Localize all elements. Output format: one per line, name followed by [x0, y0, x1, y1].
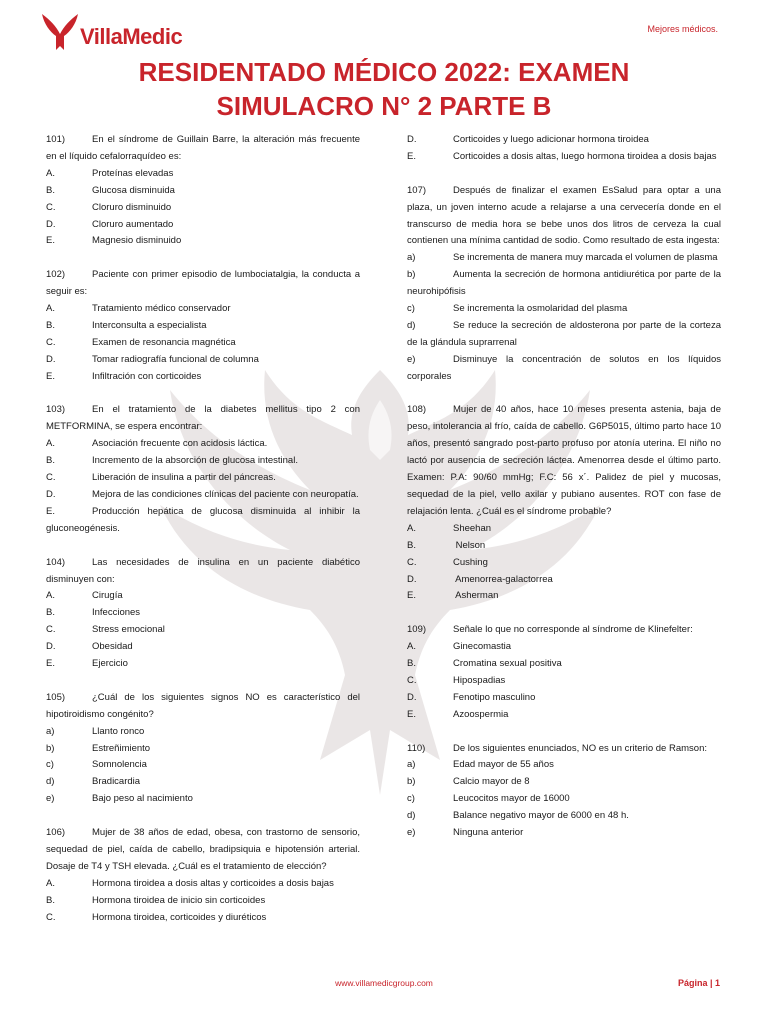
- option-label: B.: [46, 319, 55, 331]
- answer-option[interactable]: [407, 572, 721, 589]
- tagline: Mejores médicos.: [647, 24, 718, 34]
- option-text: Infiltración con corticoides: [92, 370, 202, 382]
- option-label: b): [407, 776, 416, 788]
- question-text: Señale lo que no corresponde al síndrome de Klinefelter:: [453, 624, 693, 636]
- question-number: 101): [46, 134, 66, 145]
- option-label: a): [46, 725, 55, 737]
- question-stem: [46, 555, 360, 589]
- answer-option[interactable]: [46, 183, 360, 200]
- option-label: C.: [46, 911, 56, 923]
- question-stem: [46, 825, 360, 876]
- answer-option[interactable]: [407, 538, 721, 555]
- answer-option[interactable]: [407, 267, 721, 301]
- answer-option[interactable]: [407, 555, 721, 572]
- answer-option[interactable]: [46, 656, 360, 673]
- option-label: A.: [46, 167, 55, 179]
- answer-option[interactable]: [407, 639, 721, 656]
- option-label: B.: [46, 607, 55, 619]
- page-title-line1: RESIDENTADO MÉDICO 2022: EXAMEN: [138, 57, 630, 87]
- question-number: 107): [407, 184, 427, 196]
- option-label: D.: [46, 218, 56, 230]
- option-text: Ejercicio: [92, 658, 128, 670]
- answer-option[interactable]: [46, 605, 360, 622]
- option-text: Glucosa disminuida: [92, 184, 175, 196]
- answer-option[interactable]: [46, 318, 360, 335]
- option-text: Se reduce la secreción de aldosterona por parte de la corteza de la glándula suprarrenal: [407, 319, 721, 348]
- option-text: Ninguna anterior: [453, 827, 524, 839]
- option-text: Magnesio disminuido: [92, 235, 182, 247]
- answer-option[interactable]: [46, 622, 360, 639]
- option-label: A.: [407, 641, 416, 653]
- answer-option[interactable]: [46, 876, 360, 893]
- question-text: Paciente con primer episodio de lumbociatalgia, la conducta a seguir es:: [46, 269, 360, 298]
- option-label: A.: [46, 438, 55, 450]
- option-label: E.: [407, 150, 416, 162]
- option-label: E.: [407, 708, 416, 720]
- question-text: En el síndrome de Guillain Barre, la alteración más frecuente en el líquido cefalorraquídeo es:: [46, 134, 360, 162]
- option-label: a): [407, 759, 416, 771]
- option-text: Corticoides y luego adicionar hormona tiroidea: [453, 134, 649, 145]
- answer-option[interactable]: [46, 757, 360, 774]
- answer-option[interactable]: [407, 757, 721, 774]
- question-block: [407, 622, 721, 723]
- option-label: D.: [46, 489, 56, 500]
- option-label: d): [407, 319, 416, 331]
- option-label: D.: [407, 134, 417, 145]
- option-label: D.: [407, 573, 417, 585]
- answer-option[interactable]: [46, 639, 360, 656]
- question-number: 110): [407, 742, 426, 754]
- answer-option[interactable]: [407, 673, 721, 690]
- option-text: Amenorrea-galactorrea: [453, 573, 553, 585]
- option-text: Cloruro disminuido: [92, 201, 172, 213]
- option-text: Mejora de las condiciones clínicas del paciente con neuropatía.: [92, 489, 359, 500]
- option-text: Liberación de insulina a partir del páncreas.: [92, 472, 276, 484]
- answer-option[interactable]: [407, 521, 721, 538]
- answer-option[interactable]: [407, 707, 721, 724]
- option-text: Se incrementa la osmolaridad del plasma: [453, 303, 628, 315]
- option-text: Balance negativo mayor de 6000 en 48 h.: [453, 810, 629, 822]
- answer-option[interactable]: [46, 233, 360, 250]
- question-stem: [407, 183, 721, 251]
- answer-option[interactable]: [407, 588, 721, 605]
- option-label: e): [407, 827, 416, 839]
- page-number: Página | 1: [677, 978, 720, 988]
- option-text: Hormona tiroidea a dosis altas y corticoides a dosis bajas: [92, 877, 334, 889]
- option-text: Nelson: [453, 539, 486, 551]
- question-stem: [46, 132, 360, 166]
- option-label: E.: [46, 505, 55, 517]
- answer-option[interactable]: [46, 791, 360, 808]
- option-text: Asherman: [453, 590, 499, 602]
- answer-option[interactable]: [46, 200, 360, 217]
- question-stem: [407, 622, 721, 639]
- question-block: [407, 402, 721, 605]
- option-text: Edad mayor de 55 años: [453, 759, 554, 771]
- option-text: Corticoides a dosis altas, luego hormona tiroidea a dosis bajas: [453, 150, 717, 162]
- option-label: b): [46, 742, 55, 754]
- question-text: Mujer de 40 años, hace 10 meses presenta astenia, baja de peso, intolerancia al frío, caída de cabello. G6P5015, último parto hace 10 años, presentó sangrado post-parto profuso por atonía uterina. El niño no lactó por ausencia de secreción láctea. Amenorrea desde el último parto. Examen: P.A: 90/60 mmHg; F.C: 56 x´. Palidez de piel y mucosas, sequedad de la piel, vello axilar y pubiano ausentes. ROT con fase de relajación lenta. ¿Cuál es el síndrome probable?: [407, 404, 721, 517]
- option-text: Hormona tiroidea de inicio sin corticoides: [92, 894, 266, 906]
- answer-option[interactable]: [46, 504, 360, 538]
- answer-option[interactable]: [46, 724, 360, 741]
- question-block: [46, 825, 360, 926]
- option-label: C.: [46, 201, 56, 213]
- option-text: Obesidad: [92, 641, 133, 653]
- option-label: c): [407, 303, 415, 315]
- question-block: [407, 132, 721, 166]
- answer-option[interactable]: [407, 656, 721, 673]
- question-number: 102): [46, 269, 66, 281]
- option-text: Infecciones: [92, 607, 141, 619]
- option-text: Aumenta la secreción de hormona antidiurética por parte de la neurohipófisis: [407, 269, 721, 298]
- option-text: Asociación frecuente con acidosis láctica.: [92, 438, 268, 450]
- option-text: Stress emocional: [92, 624, 165, 636]
- question-stem: [407, 402, 721, 520]
- option-text: Producción hepática de glucosa disminuida al inhibir la gluconeogénesis.: [46, 505, 360, 534]
- option-text: Azoospermia: [453, 708, 509, 720]
- question-text: ¿Cuál de los siguientes signos NO es característico del hipotiroidismo congénito?: [46, 691, 360, 720]
- option-text: Cromatina sexual positiva: [453, 658, 562, 670]
- option-text: Calcio mayor de 8: [453, 776, 530, 788]
- question-stem: [407, 741, 721, 758]
- option-text: Incremento de la absorción de glucosa intestinal.: [92, 455, 298, 467]
- question-number: 104): [46, 556, 66, 568]
- answer-option[interactable]: [46, 910, 360, 927]
- option-text: Estreñimiento: [92, 742, 151, 754]
- option-text: Bajo peso al nacimiento: [92, 793, 193, 805]
- option-text: Bradicardia: [92, 776, 141, 788]
- option-text: Llanto ronco: [92, 725, 145, 737]
- footer-url[interactable]: www.villamedicgroup.com: [335, 978, 433, 988]
- question-number: 106): [46, 827, 66, 839]
- question-block: [46, 555, 360, 673]
- option-label: B.: [46, 894, 55, 906]
- question-text: Las necesidades de insulina en un paciente diabético disminuyen con:: [46, 556, 360, 585]
- answer-option[interactable]: [407, 352, 721, 386]
- option-text: Fenotipo masculino: [453, 691, 536, 703]
- left-column: [46, 132, 360, 943]
- option-label: d): [407, 810, 416, 822]
- option-text: Examen de resonancia magnética: [92, 336, 236, 348]
- option-label: B.: [46, 455, 55, 467]
- option-label: B.: [407, 539, 416, 551]
- option-text: Proteínas elevadas: [92, 167, 174, 179]
- answer-option[interactable]: [46, 369, 360, 386]
- option-text: Leucocitos mayor de 16000: [453, 793, 570, 805]
- answer-option[interactable]: [46, 352, 360, 369]
- option-label: d): [46, 776, 55, 788]
- option-label: C.: [407, 674, 417, 686]
- answer-option[interactable]: [46, 436, 360, 453]
- answer-option[interactable]: [407, 149, 721, 166]
- option-label: D.: [46, 641, 56, 653]
- option-label: D.: [46, 353, 56, 365]
- answer-option[interactable]: [46, 166, 360, 183]
- answer-option[interactable]: [46, 301, 360, 318]
- option-text: Cushing: [453, 556, 488, 568]
- answer-option[interactable]: [407, 774, 721, 791]
- option-label: A.: [46, 303, 55, 315]
- question-stem: [46, 267, 360, 301]
- question-block: [46, 690, 360, 808]
- answer-option[interactable]: [46, 335, 360, 352]
- option-label: C.: [46, 472, 56, 484]
- option-label: A.: [46, 590, 55, 602]
- question-stem: [46, 402, 360, 436]
- option-label: D.: [407, 691, 417, 703]
- option-label: B.: [407, 658, 416, 670]
- answer-option[interactable]: [46, 470, 360, 487]
- option-label: E.: [46, 658, 55, 670]
- answer-option[interactable]: [407, 318, 721, 352]
- option-label: c): [407, 793, 415, 805]
- option-label: c): [46, 759, 54, 771]
- question-stem: [46, 690, 360, 724]
- option-text: Hormona tiroidea, corticoides y diuréticos: [92, 911, 267, 923]
- option-text: Cirugía: [92, 590, 123, 602]
- option-label: e): [407, 353, 416, 365]
- question-text: Mujer de 38 años de edad, obesa, con trastorno de sensorio, sequedad de piel, caída de cabello, bradipsiquia e hipotensión arterial. Dosaje de T4 y TSH elevada. ¿Cuál es el tratamiento de elección?: [46, 827, 360, 872]
- answer-option[interactable]: [46, 774, 360, 791]
- option-text: Disminuye la concentración de solutos en los líquidos corporales: [407, 353, 721, 382]
- answer-option[interactable]: [407, 250, 721, 267]
- question-block: [407, 741, 721, 842]
- answer-option[interactable]: [407, 825, 721, 842]
- question-number: 108): [407, 404, 427, 416]
- logo-text: VillaMedic: [80, 24, 183, 49]
- option-label: e): [46, 793, 55, 805]
- page-title-line2: SIMULACRO N° 2 PARTE B: [216, 91, 552, 121]
- option-label: C.: [407, 556, 417, 568]
- question-block: [407, 183, 721, 386]
- question-number: 105): [46, 691, 66, 703]
- answer-option[interactable]: [46, 487, 360, 504]
- option-label: C.: [46, 336, 56, 348]
- option-label: b): [407, 269, 416, 281]
- option-label: A.: [407, 522, 416, 534]
- right-column: [407, 132, 721, 859]
- question-block: [46, 267, 360, 385]
- answer-option[interactable]: [46, 741, 360, 758]
- option-text: Tratamiento médico conservador: [92, 303, 231, 315]
- option-label: C.: [46, 624, 56, 636]
- answer-option[interactable]: [46, 893, 360, 910]
- option-label: a): [407, 252, 416, 264]
- answer-option[interactable]: [407, 690, 721, 707]
- question-block: [46, 132, 360, 250]
- question-text: En el tratamiento de la diabetes mellitus tipo 2 con METFORMINA, se espera encontrar:: [46, 404, 360, 433]
- option-text: Ginecomastia: [453, 641, 512, 653]
- answer-option[interactable]: [407, 791, 721, 808]
- option-label: E.: [46, 235, 55, 247]
- answer-option[interactable]: [46, 588, 360, 605]
- option-label: B.: [46, 184, 55, 196]
- option-text: Tomar radiografía funcional de columna: [92, 353, 259, 365]
- question-number: 103): [46, 404, 66, 416]
- answer-option[interactable]: [407, 808, 721, 825]
- option-text: Cloruro aumentado: [92, 218, 174, 230]
- question-number: 109): [407, 624, 427, 636]
- answer-option[interactable]: [46, 217, 360, 234]
- answer-option[interactable]: [407, 301, 721, 318]
- question-text: De los siguientes enunciados, NO es un criterio de Ramson:: [453, 742, 707, 754]
- option-text: Se incrementa de manera muy marcada el volumen de plasma: [453, 252, 718, 264]
- option-text: Hipospadias: [453, 674, 506, 686]
- option-text: Somnolencia: [92, 759, 147, 771]
- option-text: Sheehan: [453, 522, 492, 534]
- option-label: A.: [46, 877, 55, 889]
- question-text: Después de finalizar el examen EsSalud para optar a una plaza, un joven interno acude a relajarse a una cervecería donde en el transcurso de media hora se bebe unos dos litros de cerveza la cual contienen una mínima cantidad de sodio. Como resultado de esta ingesta:: [407, 184, 721, 247]
- option-label: E.: [46, 370, 55, 382]
- answer-option[interactable]: [46, 453, 360, 470]
- answer-option[interactable]: [407, 132, 721, 149]
- option-text: Interconsulta a especialista: [92, 319, 207, 331]
- option-label: E.: [407, 590, 416, 602]
- question-block: [46, 402, 360, 537]
